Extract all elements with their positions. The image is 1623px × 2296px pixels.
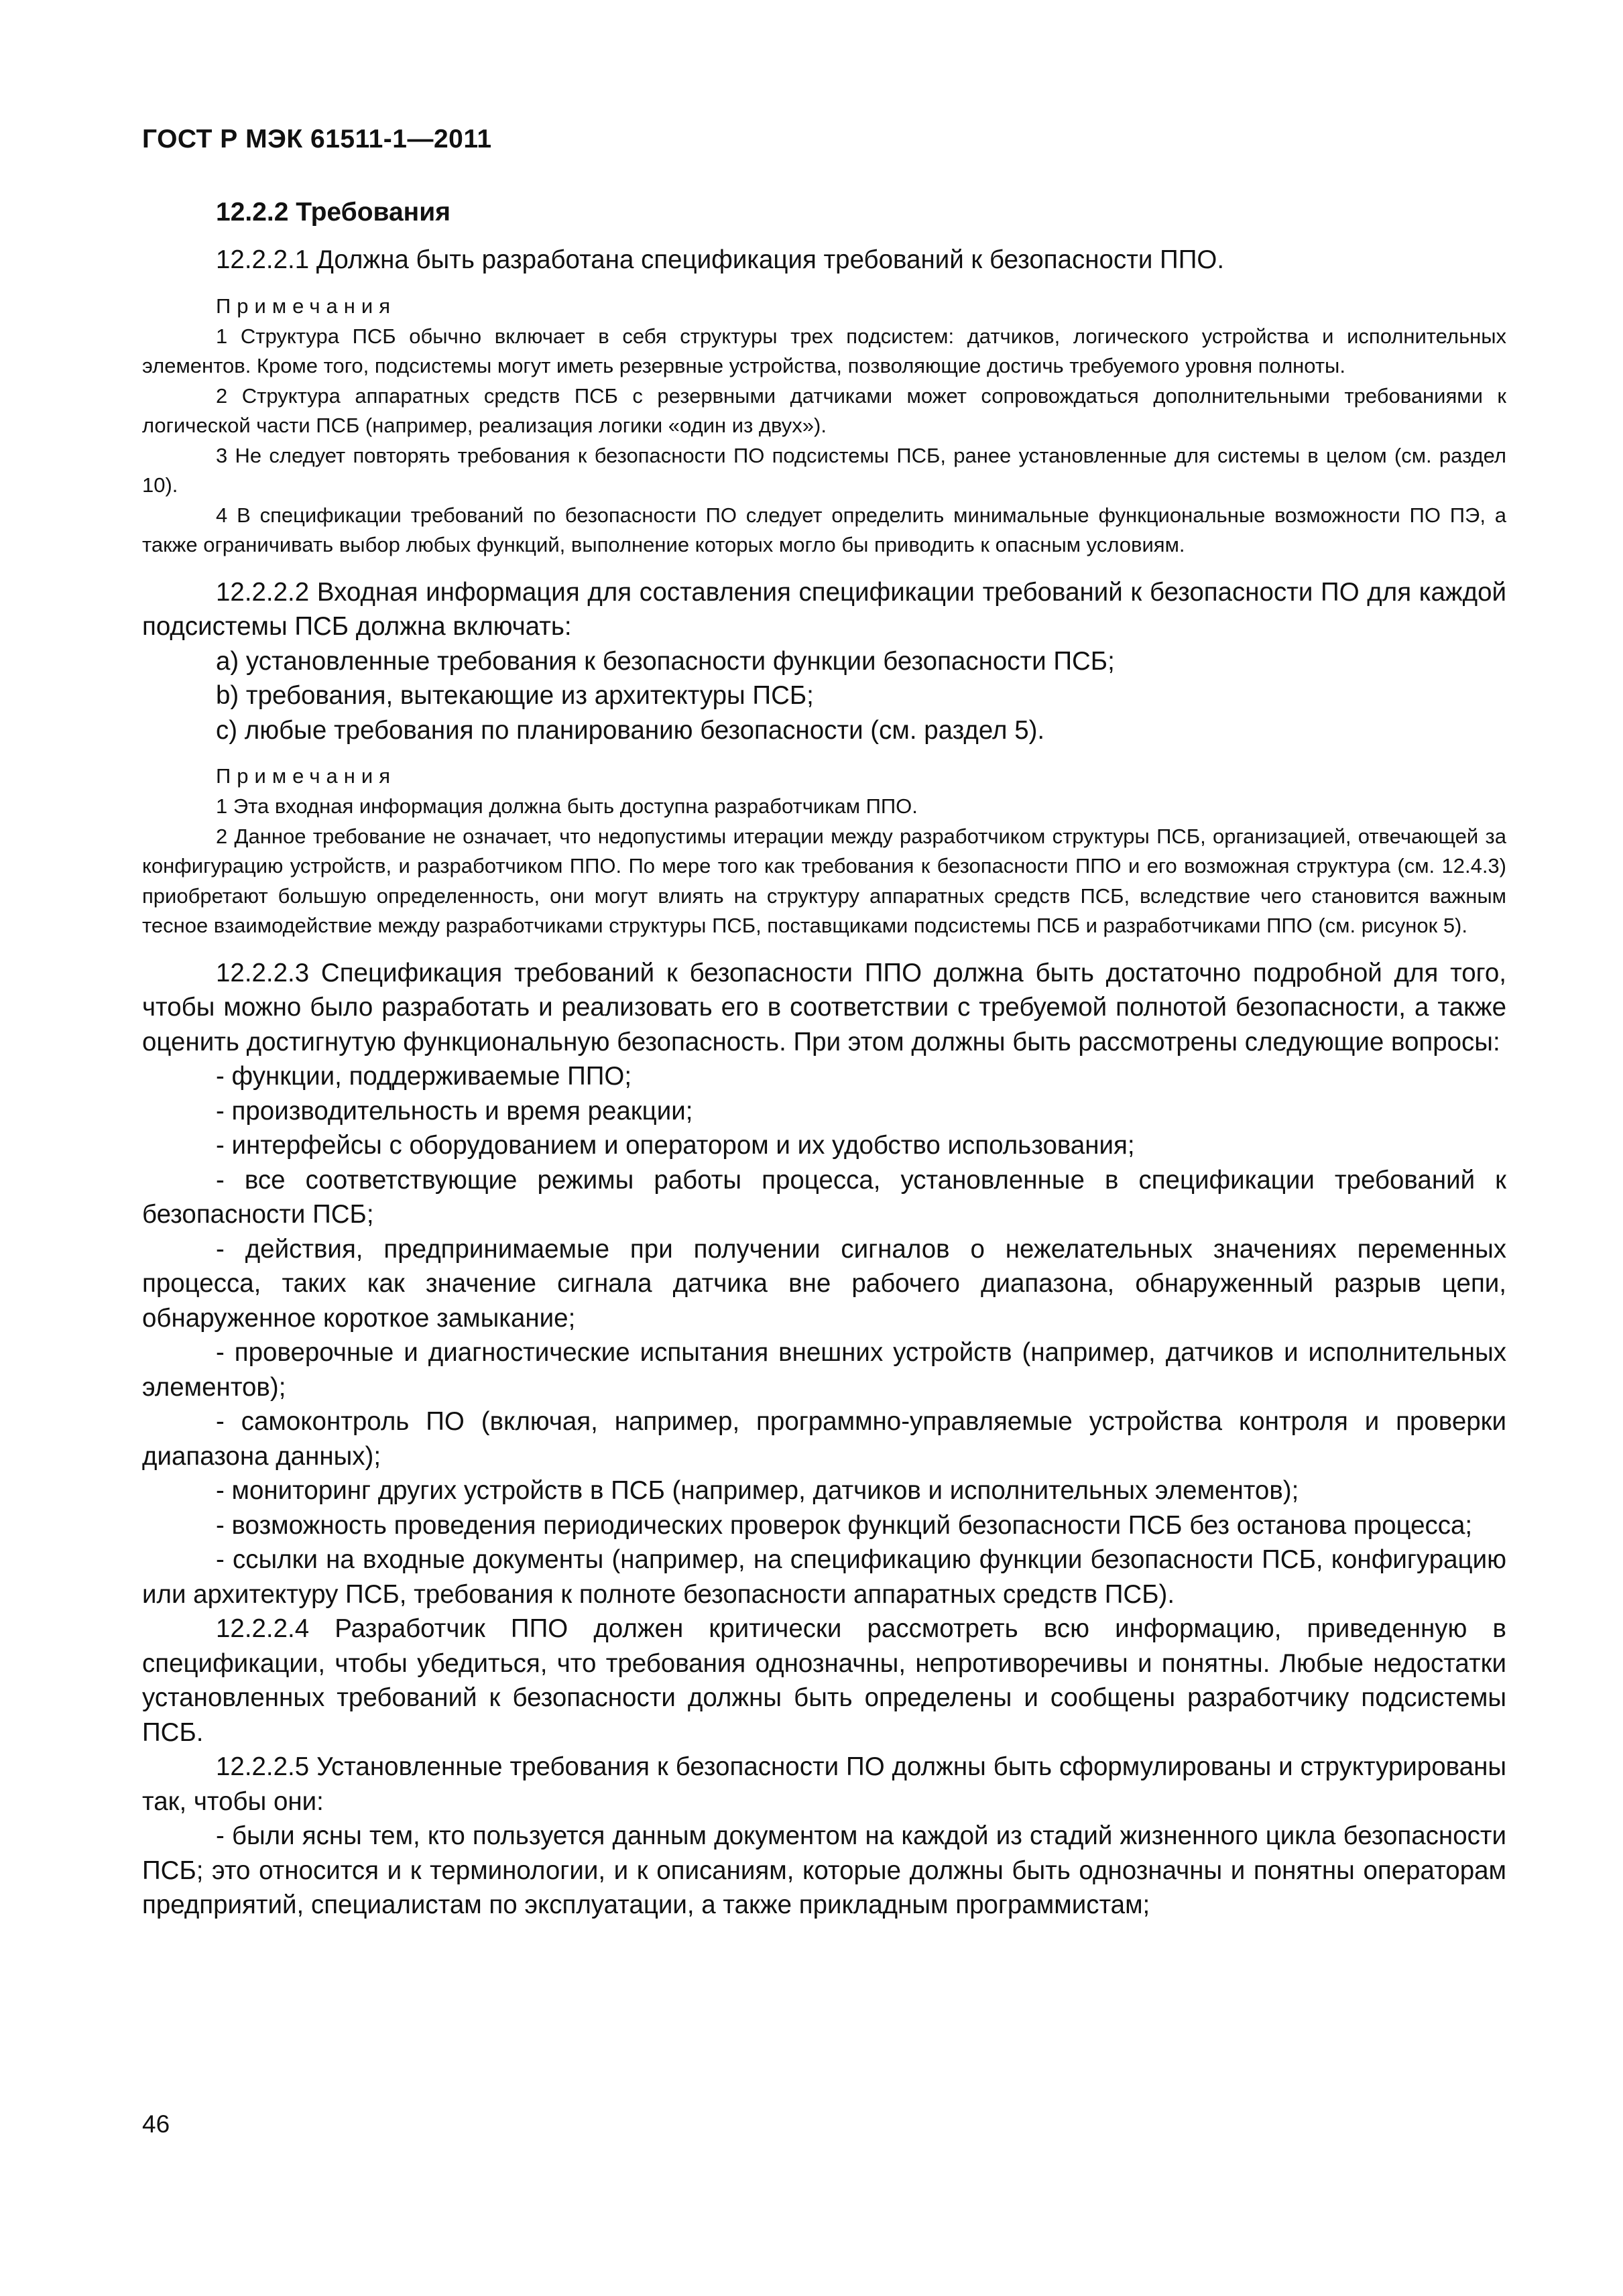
note-item: 2 Структура аппаратных средств ПСБ с резервными датчиками может сопровождаться дополнительными требованиями к логической части ПСБ (например, реализация логики «один из двух»). [142, 383, 1506, 437]
list-item: - интерфейсы с оборудованием и оператором и их удобство использования; [216, 1131, 1135, 1160]
list-item: a) установленные требования к безопасности функции безопасности ПСБ; [216, 646, 1115, 676]
note-item: 3 Не следует повторять требования к безопасности ПО подсистемы ПСБ, ранее установленные для системы в целом (см. раздел 10). [142, 443, 1506, 497]
document-header: ГОСТ Р МЭК 61511-1—2011 [142, 125, 492, 154]
note-item: 1 Эта входная информация должна быть доступна разработчикам ППО. [216, 794, 918, 818]
list-item: - проверочные и диагностические испытания внешних устройств (например, датчиков и исполнительных элементов); [142, 1338, 1506, 1402]
list-item: c) любые требования по планированию безопасности (см. раздел 5). [216, 715, 1045, 745]
list-item: - ссылки на входные документы (например, на спецификацию функции безопасности ПСБ, конфигурацию или архитектуру ПСБ, требования к полноте безопасности аппаратных средств ПСБ). [142, 1545, 1506, 1609]
list-item: b) требования, вытекающие из архитектуры ПСБ; [216, 681, 814, 710]
paragraph-12-2-2-5: 12.2.2.5 Установленные требования к безопасности ПО должны быть сформулированы и структурированы так, чтобы они: [142, 1752, 1506, 1816]
list-item: - мониторинг других устройств в ПСБ (например, датчиков и исполнительных элементов); [216, 1476, 1299, 1505]
note-item: 4 В спецификации требований по безопасности ПО следует определить минимальные функциональные возможности ПО ПЭ, а также ограничивать выбор любых функций, выполнение которых могло бы приводить к опасным условиям. [142, 503, 1506, 556]
list-item: - были ясны тем, кто пользуется данным документом на каждой из стадий жизненного цикла безопасности ПСБ; это относится и к терминологии, и к описаниям, которые должны быть однозначны и понятны операторам предприятий, специалистам по эксплуатации, а также прикладным программистам; [142, 1821, 1506, 1919]
notes-heading: Примечания [216, 294, 396, 318]
list-item: - самоконтроль ПО (включая, например, программно-управляемые устройства контроля и проверки диапазона данных); [142, 1407, 1506, 1471]
list-item: - функции, поддерживаемые ППО; [216, 1062, 632, 1091]
paragraph-12-2-2-2: 12.2.2.2 Входная информация для составления спецификации требований к безопасности ПО для каждой подсистемы ПСБ должна включать: [142, 577, 1506, 641]
paragraph-12-2-2-4: 12.2.2.4 Разработчик ППО должен критически рассмотреть всю информацию, приведенную в спецификации, чтобы убедиться, что требования однозначны, непротиворечивы и понятны. Любые недостатки установленных требований к безопасности должны быть определены и сообщены разработчику подсистемы ПСБ. [142, 1614, 1506, 1747]
note-item: 2 Данное требование не означает, что недопустимы итерации между разработчиком структуры ПСБ, организацией, отвечающей за конфигурацию устройств, и разработчиком ППО. По мере того как требования к безопасности ППО и его возможная структура (см. 12.4.3) приобретают большую определенность, они могут влиять на структуру аппаратных средств ПСБ, вследствие чего становится важным тесное взаимодействие между разработчиками структуры ПСБ, поставщиками подсистемы ПСБ и разработчиками ППО (см. рисунок 5). [142, 824, 1506, 937]
list-item: - производительность и время реакции; [216, 1096, 693, 1126]
list-item: - возможность проведения периодических проверок функций безопасности ПСБ без останова процесса; [216, 1510, 1473, 1540]
list-item: - все соответствующие режимы работы процесса, установленные в спецификации требований к безопасности ПСБ; [142, 1165, 1506, 1229]
page-number: 46 [142, 2110, 170, 2138]
paragraph-12-2-2-1: 12.2.2.1 Должна быть разработана спецификация требований к безопасности ППО. [216, 245, 1225, 274]
paragraph-12-2-2-3: 12.2.2.3 Спецификация требований к безопасности ППО должна быть достаточно подробной для того, чтобы можно было разработать и реализовать его в соответствии с требуемой полнотой безопасности, а также оценить достигнутую функциональную безопасность. При этом должны быть рассмотрены следующие вопросы: [142, 958, 1506, 1056]
document-body [142, 196, 1506, 1923]
section-title: 12.2.2 Требования [216, 198, 450, 227]
note-item: 1 Структура ПСБ обычно включает в себя структуры трех подсистем: датчиков, логического устройства и исполнительных элементов. Кроме того, подсистемы могут иметь резервные устройства, позволяющие достичь требуемого уровня полноты. [142, 324, 1506, 377]
notes-heading: Примечания [216, 764, 396, 788]
list-item: - действия, предпринимаемые при получении сигналов о нежелательных значениях переменных процесса, таких как значение сигнала датчика вне рабочего диапазона, обнаруженный разрыв цепи, обнаруженное короткое замыкание; [142, 1234, 1506, 1333]
